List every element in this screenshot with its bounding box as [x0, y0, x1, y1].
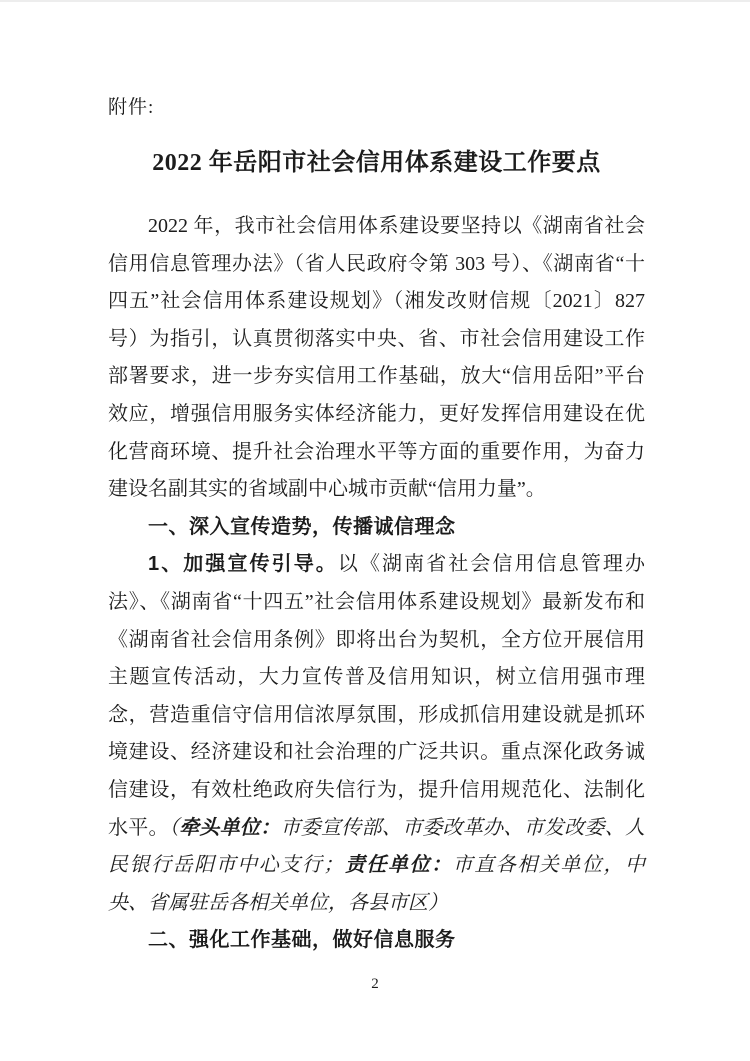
- item-number-lead: 1、加强宣传引导。: [148, 553, 338, 576]
- item-body-text: 以《湖南省社会信用信息管理办法》、《湖南省“十四五”社会信用体系建设规划》最新发布和《湖南省社会信用条例》即将出台为契机，全方位开展信用主题宣传活动，大力宣传普及信用知识，树立信用强市理念，营造重信守信用信浓厚氛围，形成抓信用建设就是抓环境建设、经济建设和社会治理的广泛共识。重点深化政务诚信建设，有效杜绝政府失信行为，提升信用规范化、法制化水平。: [108, 553, 645, 839]
- document-title: 2022 年岳阳市社会信用体系建设工作要点: [152, 150, 601, 176]
- intro-paragraph: 2022 年，我市社会信用体系建设要坚持以《湖南省社会信用信息管理办法》（省人民政府令第 303 号）、《湖南省“十四五”社会信用体系建设规划》（湘发改财信规〔2021〕827 号）为指引，认真贯彻落实中央、省、市社会信用建设工作部署要求，进一步夯实信用工作基础，放大“信用岳阳”平台效应，增强信用服务实体经济能力，更好发挥信用建设在优化营商环境、提升社会治理水平等方面的重要作用，为奋力建设名副其实的省域副中心城市贡献“信用力量”。: [108, 215, 645, 501]
- lead-unit-list: 市委宣传部、市委改革办、市发改委、人民银行岳阳市中心支行；: [108, 816, 646, 877]
- section-heading-1: 一、深入宣传造势，传播诚信理念: [148, 515, 456, 538]
- work-item-1: [108, 546, 645, 922]
- resp-unit-list: 市直各相关单位，中央、省属驻岳各相关单位，各县市区）: [108, 854, 646, 914]
- resp-unit-label: 责任单位：: [343, 854, 453, 877]
- lead-unit-label: 牵头单位：: [179, 816, 281, 839]
- section-heading-2: 二、强化工作基础，做好信息服务: [148, 929, 456, 952]
- units-open-paren: （: [168, 816, 180, 839]
- attachment-label: 附件:: [108, 97, 155, 118]
- page-number: 2: [371, 976, 379, 992]
- document-body: [108, 208, 645, 960]
- document-content: [108, 0, 645, 960]
